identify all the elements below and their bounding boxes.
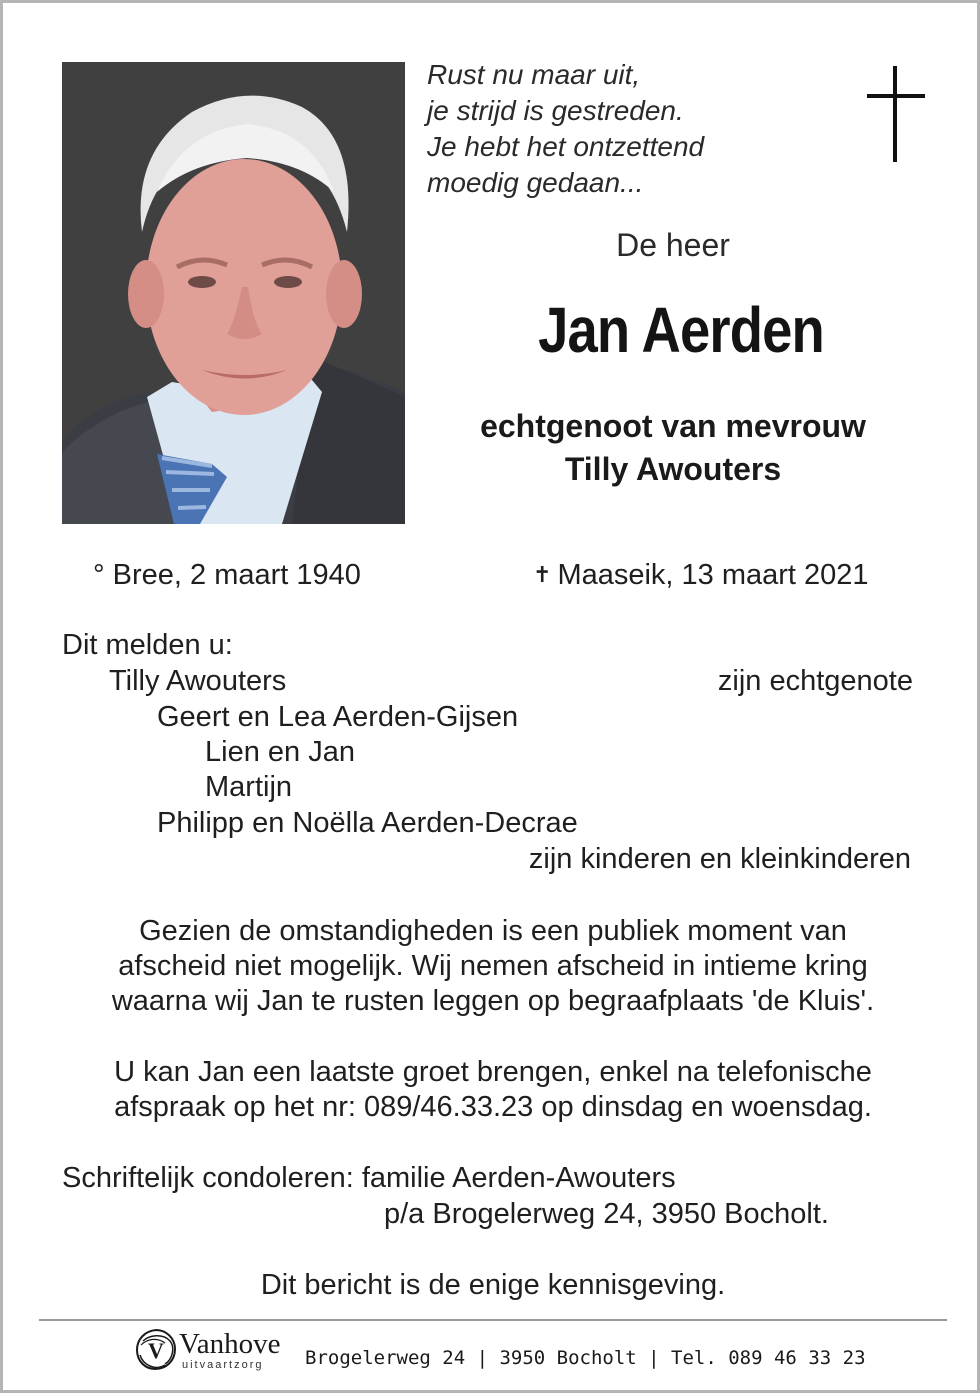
deceased-name: Jan Aerden: [538, 294, 824, 366]
announcement-intro: Dit melden u:: [62, 629, 233, 661]
death-text: Maaseik, 13 maart 2021: [557, 559, 869, 591]
family-relation: zijn echtgenote: [717, 665, 913, 697]
portrait-illustration: [62, 62, 405, 524]
family-relation: zijn kinderen en kleinkinderen: [528, 843, 911, 875]
circumstances-paragraph: [43, 914, 943, 1019]
poem-line: Je hebt het ontzettend: [427, 131, 705, 162]
cross-icon: [867, 66, 925, 162]
honorific: De heer: [616, 227, 730, 263]
spouse-line: echtgenoot van mevrouw: [480, 408, 866, 444]
family-member: Geert en Lea Aerden-Gijsen: [157, 701, 519, 733]
poem-line: Rust nu maar uit,: [427, 59, 641, 90]
family-member: Lien en Jan: [205, 736, 355, 768]
paragraph-line: waarna wij Jan te rusten leggen op begraafplaats 'de Kluis'.: [111, 985, 875, 1017]
poem-verse: [427, 57, 704, 201]
footer-divider: [39, 1319, 947, 1321]
family-member: Martijn: [205, 771, 293, 803]
portrait-photo: [62, 62, 405, 524]
family-member: Philipp en Noëlla Aerden-Decrae: [157, 807, 578, 839]
dagger-icon: ✝: [533, 562, 552, 587]
funeral-home-name: Vanhove: [179, 1328, 281, 1360]
birth-info: ° Bree, 2 maart 1940: [93, 559, 361, 591]
logo-letter: V: [148, 1338, 164, 1363]
death-info: [533, 559, 869, 592]
poem-line: je strijd is gestreden.: [427, 95, 684, 126]
paragraph-line: afscheid niet mogelijk. Wij nemen afscheid in intieme kring: [118, 950, 868, 982]
funeral-home-subtitle: uitvaartzorg: [182, 1359, 264, 1371]
visit-paragraph: [43, 1055, 943, 1125]
paragraph-line: afspraak op het nr: 089/46.33.23 op dinsdag en woensdag.: [114, 1091, 872, 1123]
condolences-line: Schriftelijk condoleren: familie Aerden-Awouters: [62, 1162, 676, 1194]
paragraph-line: Gezien de omstandigheden is een publiek moment van: [139, 915, 847, 947]
spouse-line: Tilly Awouters: [564, 451, 782, 487]
funeral-home-contact: Brogelerweg 24 | 3950 Bocholt | Tel. 089 46 33 23: [305, 1347, 866, 1369]
paragraph-line: U kan Jan een laatste groet brengen, enkel na telefonische: [114, 1056, 872, 1088]
condolences-address: p/a Brogelerweg 24, 3950 Bocholt.: [384, 1198, 829, 1230]
spouse-info: [433, 405, 913, 491]
notice-text: Dit bericht is de enige kennisgeving.: [260, 1269, 726, 1301]
family-member: Tilly Awouters: [109, 665, 287, 697]
funeral-home-logo-icon: [133, 1327, 179, 1373]
poem-line: moedig gedaan...: [427, 167, 644, 198]
